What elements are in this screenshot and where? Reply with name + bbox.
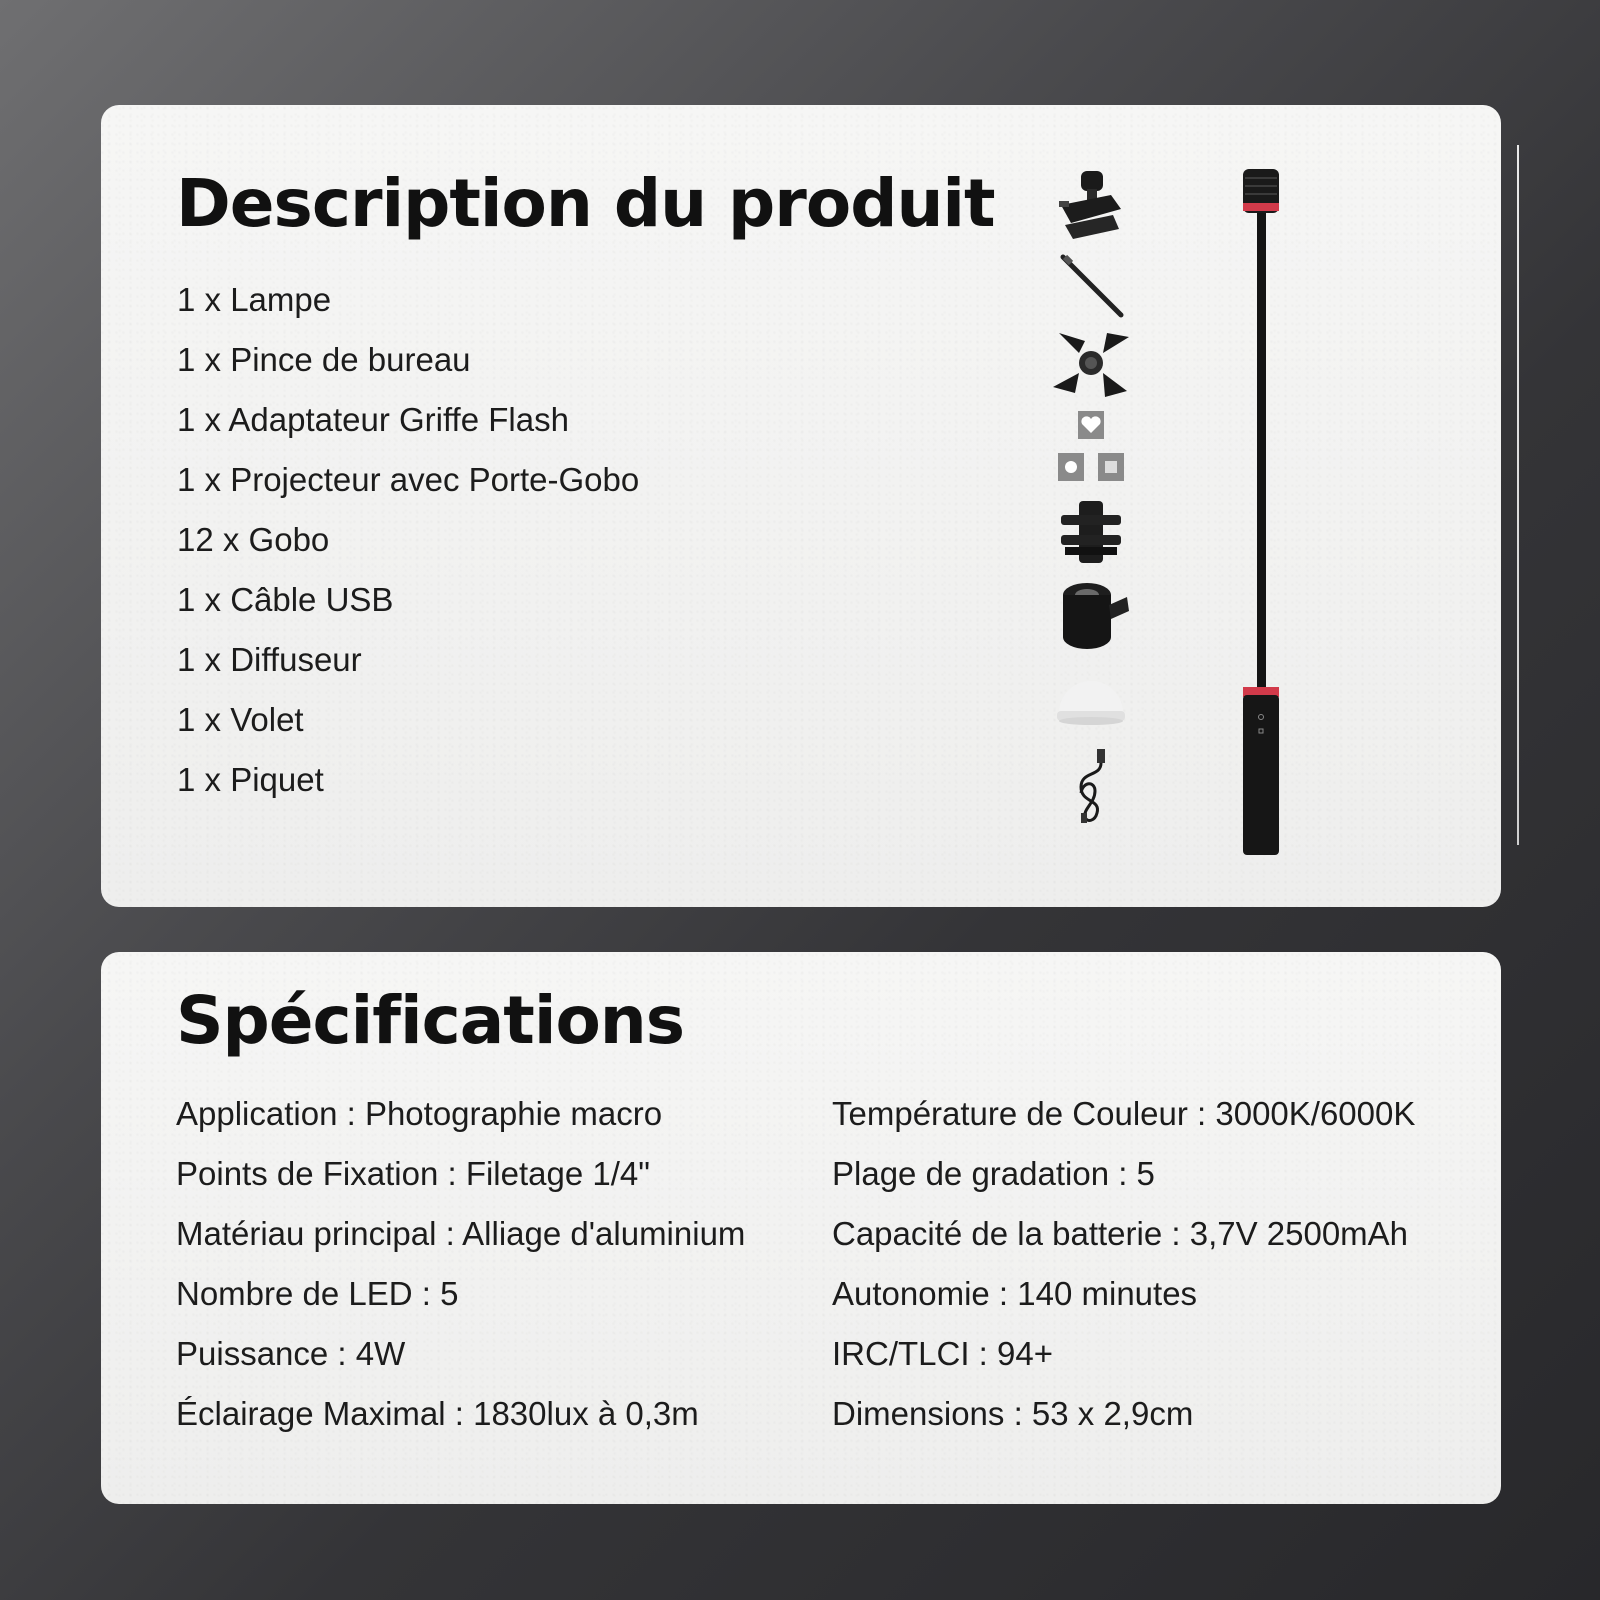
list-item: 1 x Piquet: [177, 761, 324, 798]
flash-shoe-adapter-icon: [1046, 497, 1136, 567]
ground-stake-icon: [1046, 251, 1136, 321]
package-contents-list: [177, 270, 639, 810]
description-title: Description du produit: [176, 165, 995, 242]
specifications-card: [101, 952, 1501, 1504]
list-item: 1 x Diffuseur: [177, 641, 362, 678]
product-description-card: [101, 105, 1501, 907]
spec-item: Application : Photographie macro: [176, 1095, 663, 1132]
specifications-right-column: [832, 1084, 1415, 1444]
specifications-left-column: [176, 1084, 745, 1444]
lamp-image: [1221, 167, 1301, 857]
spec-item: IRC/TLCI : 94+: [832, 1335, 1053, 1372]
spec-item: Puissance : 4W: [176, 1335, 406, 1372]
divider: [1517, 145, 1519, 845]
usb-cable-icon: [1046, 747, 1136, 827]
list-item: 1 x Pince de bureau: [177, 341, 471, 378]
specifications-title: Spécifications: [176, 982, 685, 1059]
desk-clamp-icon: [1046, 165, 1136, 245]
spec-item: Capacité de la batterie : 3,7V 2500mAh: [832, 1215, 1409, 1252]
spec-item: Dimensions : 53 x 2,9cm: [832, 1395, 1194, 1432]
spec-item: Points de Fixation : Filetage 1/4": [176, 1155, 650, 1192]
list-item: 12 x Gobo: [177, 521, 330, 558]
list-item: 1 x Câble USB: [177, 581, 394, 618]
barn-door-icon: [1046, 327, 1136, 399]
accessories-column: [1046, 165, 1136, 885]
spec-item: Nombre de LED : 5: [176, 1275, 459, 1312]
spec-item: Plage de gradation : 5: [832, 1155, 1155, 1192]
list-item: 1 x Lampe: [177, 281, 332, 318]
list-item: 1 x Projecteur avec Porte-Gobo: [177, 461, 640, 498]
spec-item: Matériau principal : Alliage d'aluminium: [176, 1215, 746, 1252]
spec-item: Autonomie : 140 minutes: [832, 1275, 1198, 1312]
gobo-set-icon: [1046, 409, 1136, 489]
diffuser-dome-icon: [1046, 665, 1136, 735]
spec-item: Éclairage Maximal : 1830lux à 0,3m: [176, 1395, 699, 1432]
list-item: 1 x Volet: [177, 701, 304, 738]
gobo-projector-icon: [1046, 575, 1136, 655]
list-item: 1 x Adaptateur Griffe Flash: [177, 401, 569, 438]
spec-item: Température de Couleur : 3000K/6000K: [832, 1095, 1416, 1132]
